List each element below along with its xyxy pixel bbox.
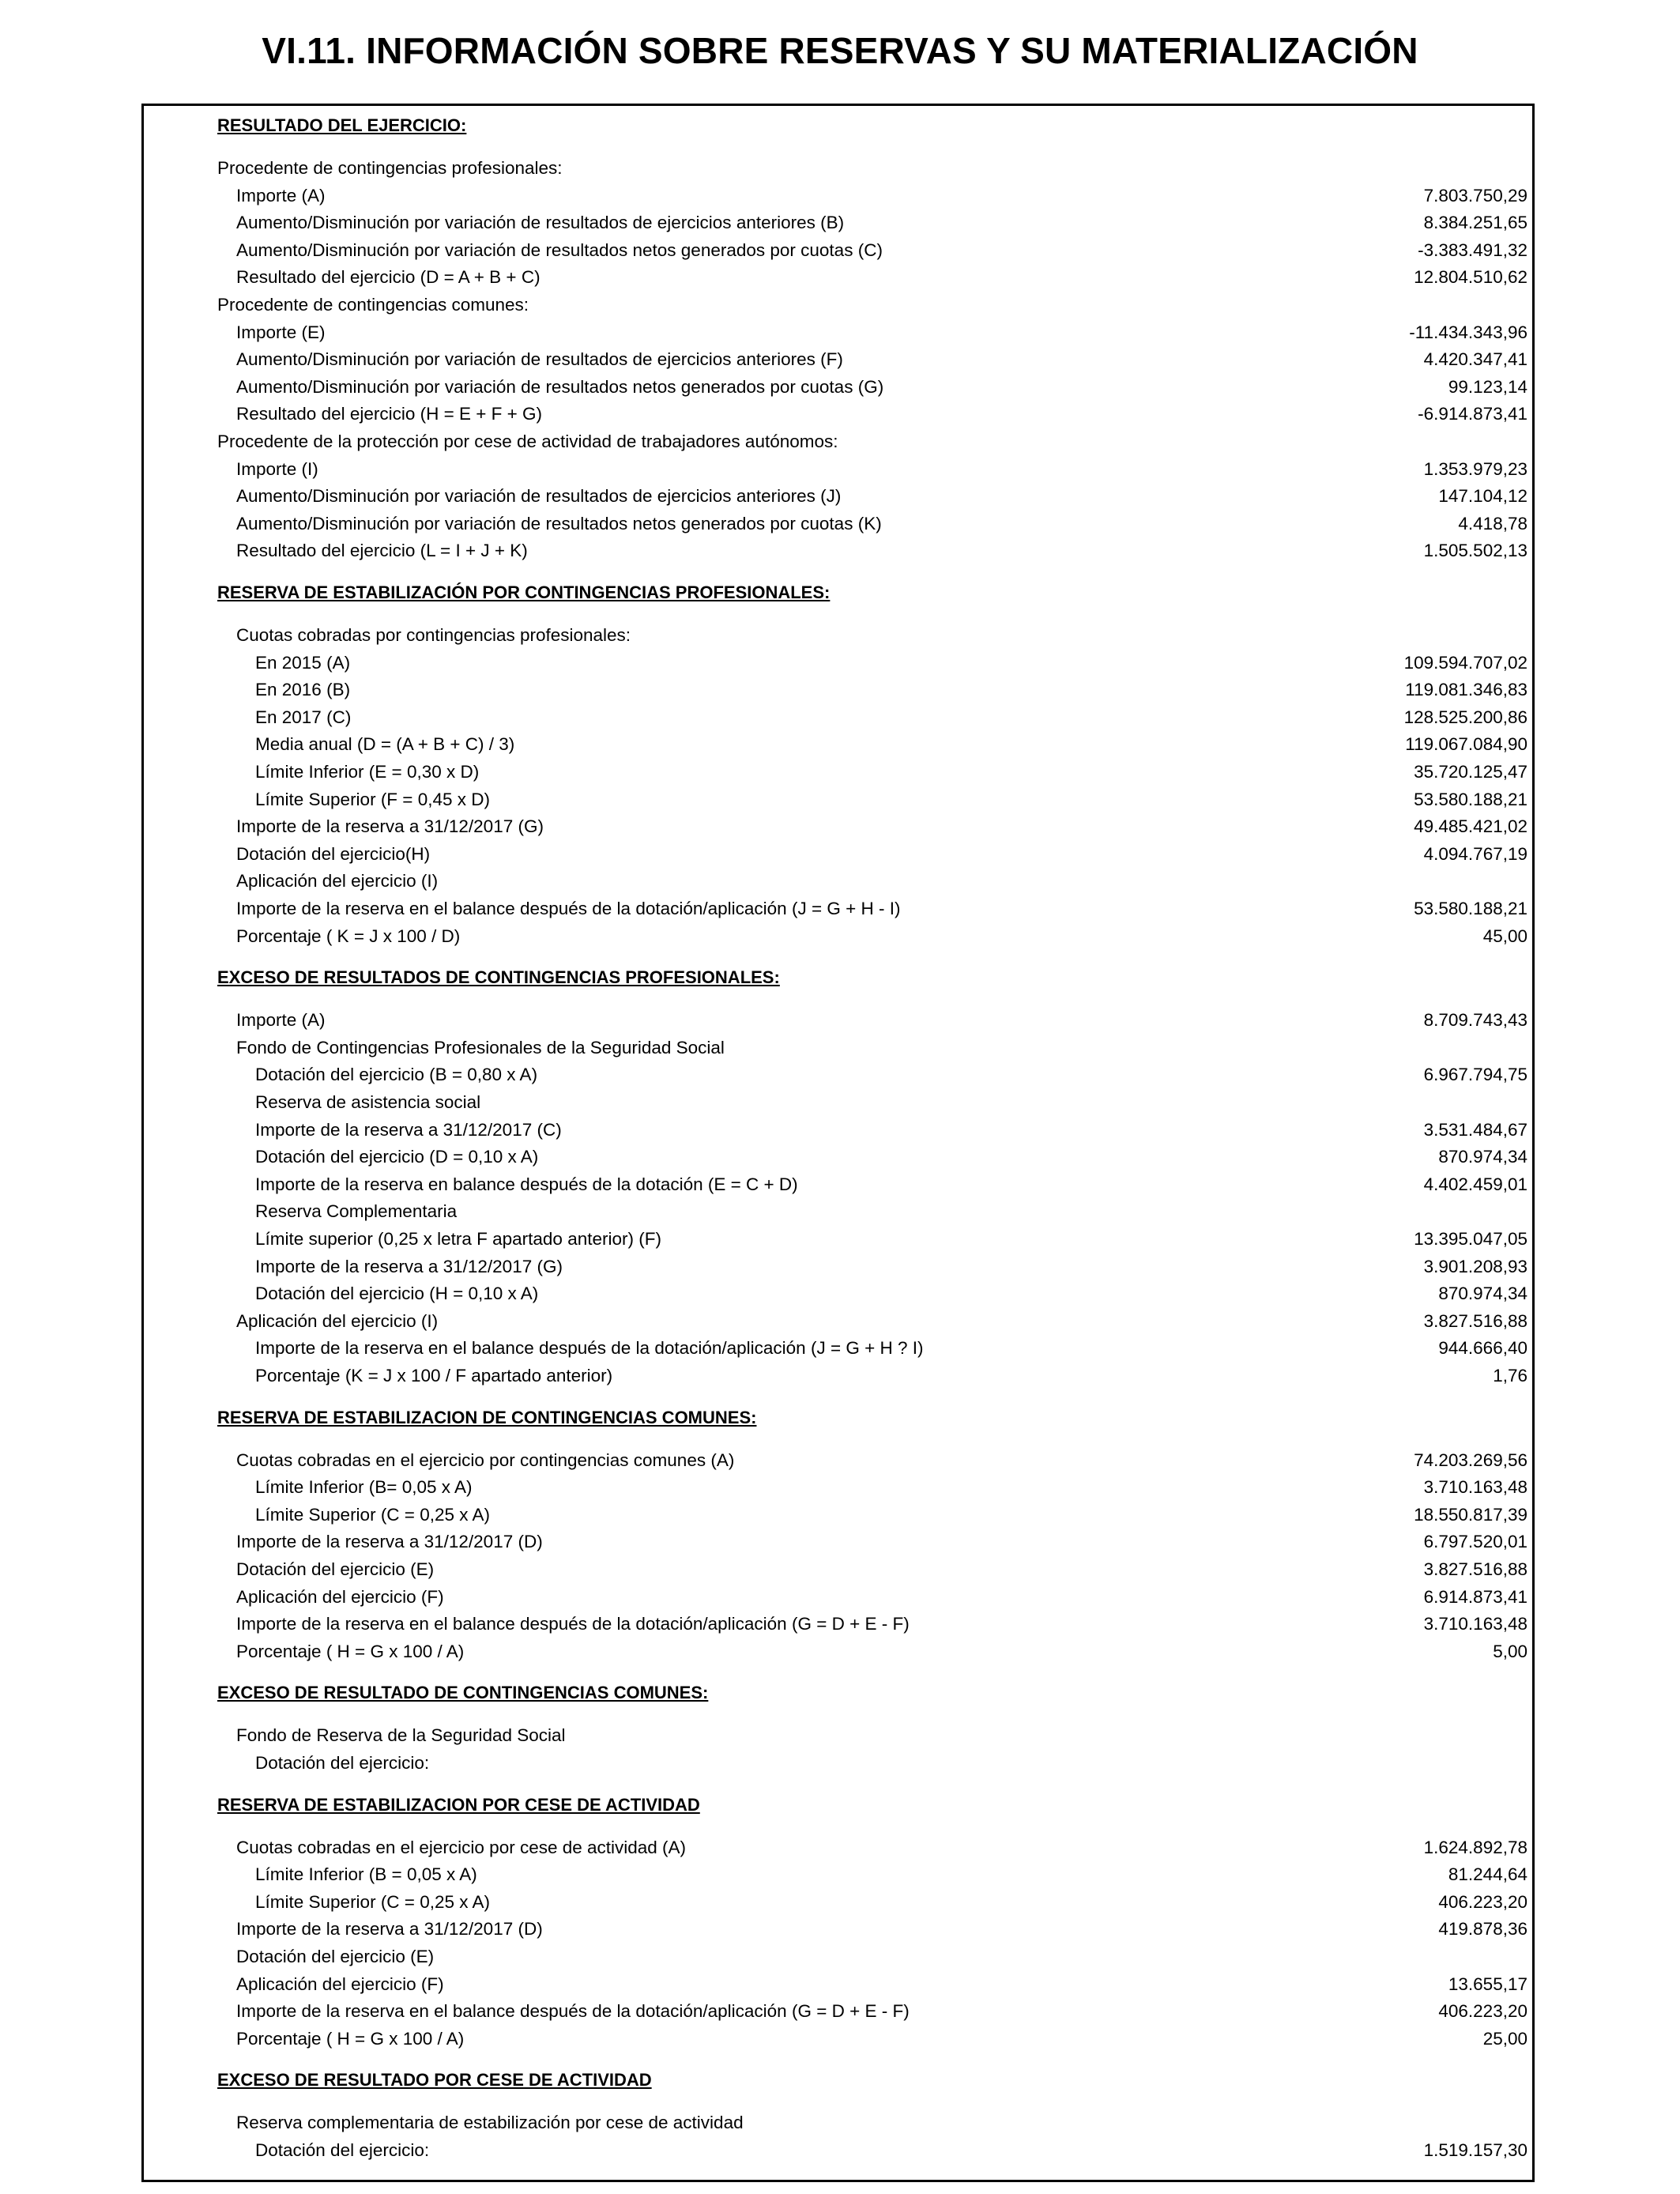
line-label: Importe de la reserva a 31/12/2017 (G) (255, 1256, 563, 1276)
line-value: 35.720.125,47 (1414, 762, 1527, 782)
section-header (144, 2067, 1532, 2094)
line-label: Aplicación del ejercicio (F) (236, 1586, 444, 1607)
line-label: Porcentaje (K = J x 100 / F apartado anterior) (255, 1366, 613, 1385)
line-value: -3.383.491,32 (1418, 239, 1527, 260)
line-label: Procedente de contingencias profesionales: (217, 158, 563, 178)
report-line (144, 428, 1532, 455)
line-value: 53.580.188,21 (1414, 789, 1527, 809)
line-label: Importe de la reserva en el balance después de la dotación/aplicación (G = D + E - F) (236, 2001, 910, 2022)
line-label: Importe de la reserva a 31/12/2017 (D) (236, 1532, 543, 1552)
line-value: 1.624.892,78 (1423, 1837, 1527, 1857)
report-line (144, 1474, 1532, 1501)
report-line (144, 1529, 1532, 1555)
line-label: Dotación del ejercicio(H) (236, 843, 431, 864)
report-line (144, 1308, 1532, 1335)
line-value: -11.434.343,96 (1409, 322, 1527, 342)
line-label: Límite superior (0,25 x letra F apartado anterior) (F) (255, 1229, 661, 1249)
report-line (144, 155, 1532, 182)
line-label: En 2015 (A) (255, 652, 351, 673)
line-label: Fondo de Contingencias Profesionales de la Seguridad Social (236, 1037, 725, 1057)
line-value: 7.803.750,29 (1423, 185, 1527, 205)
report-line (144, 183, 1532, 209)
section-header (144, 1792, 1532, 1819)
line-label: Porcentaje ( H = G x 100 / A) (236, 2028, 465, 2049)
line-label: Dotación del ejercicio (H = 0,10 x A) (255, 1284, 539, 1304)
report-line (144, 2137, 1532, 2164)
line-label: Importe de la reserva a 31/12/2017 (C) (255, 1119, 562, 1140)
report-line (144, 537, 1532, 564)
report-line (144, 1144, 1532, 1171)
line-value: 1,76 (1493, 1366, 1527, 1385)
report-line (144, 483, 1532, 510)
report-line (144, 923, 1532, 950)
report-line (144, 1750, 1532, 1777)
line-value: 119.067.084,90 (1405, 734, 1527, 755)
line-label: Resultado del ejercicio (D = A + B + C) (236, 267, 541, 288)
report-line (144, 622, 1532, 649)
report-line (144, 1117, 1532, 1144)
line-label: Dotación del ejercicio: (255, 2140, 430, 2160)
line-value: 81.244,64 (1448, 1864, 1527, 1885)
report-line (144, 841, 1532, 868)
line-label: Reserva de asistencia social (255, 1092, 481, 1112)
report-line (144, 1502, 1532, 1529)
line-value: 12.804.510,62 (1414, 267, 1527, 288)
line-label: Dotación del ejercicio: (255, 1753, 430, 1773)
line-label: Límite Inferior (B = 0,05 x A) (255, 1864, 477, 1885)
line-value: 3.710.163,48 (1423, 1477, 1527, 1498)
line-label: Aplicación del ejercicio (I) (236, 1310, 439, 1331)
line-label: En 2017 (C) (255, 707, 352, 727)
line-label: Importe (E) (236, 322, 326, 342)
line-label: Cuotas cobradas en el ejercicio por cese de actividad (A) (236, 1837, 687, 1857)
section-title: RESERVA DE ESTABILIZACIÓN POR CONTINGENCIAS PROFESIONALES: (217, 582, 831, 602)
report-line (144, 2026, 1532, 2053)
line-value: 109.594.707,02 (1403, 652, 1527, 673)
line-label: Importe de la reserva en el balance después de la dotación/aplicación (G = D + E - F) (236, 1614, 910, 1634)
line-label: Importe de la reserva en el balance después de la dotación/aplicación (J = G + H ? I) (255, 1338, 924, 1359)
line-value: 944.666,40 (1438, 1338, 1527, 1359)
report-line (144, 401, 1532, 428)
line-label: Importe de la reserva a 31/12/2017 (G) (236, 816, 544, 837)
report-line (144, 1638, 1532, 1665)
line-value: 870.974,34 (1438, 1284, 1527, 1304)
report-frame (141, 104, 1535, 2182)
report-line (144, 786, 1532, 813)
line-label: Aumento/Disminución por variación de resultados de ejercicios anteriores (B) (236, 213, 845, 233)
line-label: Importe (I) (236, 458, 318, 479)
line-label: Límite Superior (C = 0,25 x A) (255, 1504, 491, 1525)
section-header (144, 1679, 1532, 1706)
line-label: Dotación del ejercicio (D = 0,10 x A) (255, 1147, 539, 1167)
line-value: 6.967.794,75 (1423, 1065, 1527, 1085)
report-line (144, 1611, 1532, 1638)
line-value: 1.505.502,13 (1423, 541, 1527, 561)
line-label: Importe (A) (236, 1010, 326, 1031)
report-line (144, 1253, 1532, 1280)
line-value: 3.827.516,88 (1423, 1559, 1527, 1579)
report-line (144, 895, 1532, 922)
report-line (144, 1943, 1532, 1970)
report-line (144, 1971, 1532, 1998)
report-line (144, 1335, 1532, 1362)
line-value: 419.878,36 (1438, 1919, 1527, 1940)
report-line (144, 1834, 1532, 1861)
line-value: 870.974,34 (1438, 1147, 1527, 1167)
line-label: Reserva Complementaria (255, 1201, 458, 1222)
line-label: Cuotas cobradas en el ejercicio por contingencias comunes (A) (236, 1449, 735, 1470)
report-line (144, 704, 1532, 731)
line-value: 8.384.251,65 (1423, 213, 1527, 233)
line-label: Límite Superior (F = 0,45 x D) (255, 789, 490, 809)
line-value: 6.914.873,41 (1423, 1586, 1527, 1607)
line-value: 45,00 (1482, 925, 1527, 946)
line-label: Aumento/Disminución por variación de resultados de ejercicios anteriores (F) (236, 349, 843, 370)
line-value: 147.104,12 (1438, 486, 1527, 507)
report-line (144, 209, 1532, 236)
line-value: 128.525.200,86 (1403, 707, 1527, 727)
line-value: 25,00 (1482, 2028, 1527, 2049)
report-line (144, 1363, 1532, 1389)
report-line (144, 374, 1532, 401)
section-title: RESULTADO DEL EJERCICIO: (217, 115, 467, 135)
report-line (144, 1226, 1532, 1253)
line-value: 1.519.157,30 (1423, 2140, 1527, 2160)
report-line (144, 2109, 1532, 2136)
report-line (144, 292, 1532, 319)
line-label: Porcentaje ( H = G x 100 / A) (236, 1641, 465, 1661)
section-header (144, 579, 1532, 606)
line-label: Aumento/Disminución por variación de resultados de ejercicios anteriores (J) (236, 486, 842, 507)
report-line (144, 650, 1532, 677)
report-line (144, 319, 1532, 346)
report-line (144, 759, 1532, 786)
report-line (144, 1171, 1532, 1198)
report-line (144, 1584, 1532, 1611)
line-value: 1.353.979,23 (1423, 458, 1527, 479)
report-line (144, 1861, 1532, 1888)
line-value: 3.901.208,93 (1423, 1256, 1527, 1276)
line-label: Dotación del ejercicio (E) (236, 1947, 435, 1966)
line-label: Dotación del ejercicio (B = 0,80 x A) (255, 1065, 538, 1085)
line-label: Importe de la reserva en el balance después de la dotación/aplicación (J = G + H - I) (236, 899, 901, 918)
line-value: 74.203.269,56 (1414, 1449, 1527, 1470)
report-line (144, 677, 1532, 703)
line-label: Aplicación del ejercicio (F) (236, 1973, 444, 1994)
line-value: 13.655,17 (1448, 1973, 1527, 1994)
line-label: Límite Inferior (B= 0,05 x A) (255, 1477, 473, 1498)
section-title: RESERVA DE ESTABILIZACION DE CONTINGENCIAS COMUNES: (217, 1407, 757, 1427)
line-value: 4.418,78 (1458, 513, 1527, 533)
line-label: Media anual (D = (A + B + C) / 3) (255, 734, 515, 755)
line-label: Importe de la reserva a 31/12/2017 (D) (236, 1919, 543, 1940)
report-line (144, 264, 1532, 291)
report-line (144, 237, 1532, 264)
line-label: Procedente de la protección por cese de actividad de trabajadores autónomos: (217, 432, 838, 451)
line-value: 49.485.421,02 (1414, 816, 1527, 837)
line-label: Límite Superior (C = 0,25 x A) (255, 1891, 491, 1912)
line-value: 5,00 (1493, 1641, 1527, 1661)
report-line (144, 1916, 1532, 1943)
line-value: 99.123,14 (1448, 376, 1527, 397)
section-header (144, 964, 1532, 991)
section-header (144, 112, 1532, 139)
line-label: Importe (A) (236, 185, 326, 205)
report-line (144, 1447, 1532, 1474)
line-value: 6.797.520,01 (1423, 1532, 1527, 1552)
line-value: 4.094.767,19 (1423, 843, 1527, 864)
report-line (144, 346, 1532, 373)
line-label: Resultado del ejercicio (H = E + F + G) (236, 404, 543, 424)
line-label: Aplicación del ejercicio (I) (236, 871, 439, 892)
line-label: Aumento/Disminución por variación de resultados netos generados por cuotas (K) (236, 513, 882, 533)
line-value: 18.550.817,39 (1414, 1504, 1527, 1525)
section-title: EXCESO DE RESULTADOS DE CONTINGENCIAS PROFESIONALES: (217, 967, 780, 988)
report-line (144, 813, 1532, 840)
line-label: En 2016 (B) (255, 680, 351, 700)
report-line (144, 1035, 1532, 1061)
line-label: Cuotas cobradas por contingencias profesionales: (236, 625, 631, 645)
report-line (144, 868, 1532, 895)
line-label: Porcentaje ( K = J x 100 / D) (236, 925, 461, 946)
line-label: Fondo de Reserva de la Seguridad Social (236, 1725, 566, 1746)
line-value: 13.395.047,05 (1414, 1229, 1527, 1249)
section-title: RESERVA DE ESTABILIZACION POR CESE DE ACTIVIDAD (217, 1794, 700, 1815)
line-label: Importe de la reserva en balance después de la dotación (E = C + D) (255, 1174, 798, 1194)
line-value: 4.402.459,01 (1423, 1174, 1527, 1194)
section-title: EXCESO DE RESULTADO POR CESE DE ACTIVIDAD (217, 2070, 652, 2090)
line-value: 119.081.346,83 (1405, 680, 1527, 700)
report-line (144, 1198, 1532, 1225)
report-line (144, 1889, 1532, 1916)
report-line (144, 1556, 1532, 1583)
line-value: 406.223,20 (1438, 2001, 1527, 2022)
line-label: Dotación del ejercicio (E) (236, 1559, 435, 1579)
line-value: 3.531.484,67 (1423, 1119, 1527, 1140)
line-label: Resultado del ejercicio (L = I + J + K) (236, 541, 528, 561)
line-value: 3.710.163,48 (1423, 1614, 1527, 1634)
report-line (144, 456, 1532, 483)
line-label: Aumento/Disminución por variación de resultados netos generados por cuotas (C) (236, 239, 883, 260)
section-title: EXCESO DE RESULTADO DE CONTINGENCIAS COMUNES: (217, 1683, 709, 1703)
line-label: Reserva complementaria de estabilización por cese de actividad (236, 2113, 744, 2133)
line-value: 406.223,20 (1438, 1891, 1527, 1912)
report-line (144, 1007, 1532, 1034)
report-line (144, 1089, 1532, 1116)
section-header (144, 1404, 1532, 1431)
page-title: VI.11. INFORMACIÓN SOBRE RESERVAS Y SU MATERIALIZACIÓN (262, 30, 1418, 71)
line-value: 8.709.743,43 (1423, 1010, 1527, 1031)
report-line (144, 1280, 1532, 1307)
line-value: 53.580.188,21 (1414, 899, 1527, 918)
report-line (144, 1722, 1532, 1749)
line-value: 4.420.347,41 (1423, 349, 1527, 370)
line-value: 3.827.516,88 (1423, 1310, 1527, 1331)
line-value: -6.914.873,41 (1418, 404, 1527, 424)
report-line (144, 1998, 1532, 2025)
line-label: Límite Inferior (E = 0,30 x D) (255, 762, 480, 782)
line-label: Aumento/Disminución por variación de resultados netos generados por cuotas (G) (236, 376, 884, 397)
line-label: Procedente de contingencias comunes: (217, 295, 529, 315)
report-line (144, 731, 1532, 758)
report-line (144, 1061, 1532, 1088)
report-line (144, 511, 1532, 537)
